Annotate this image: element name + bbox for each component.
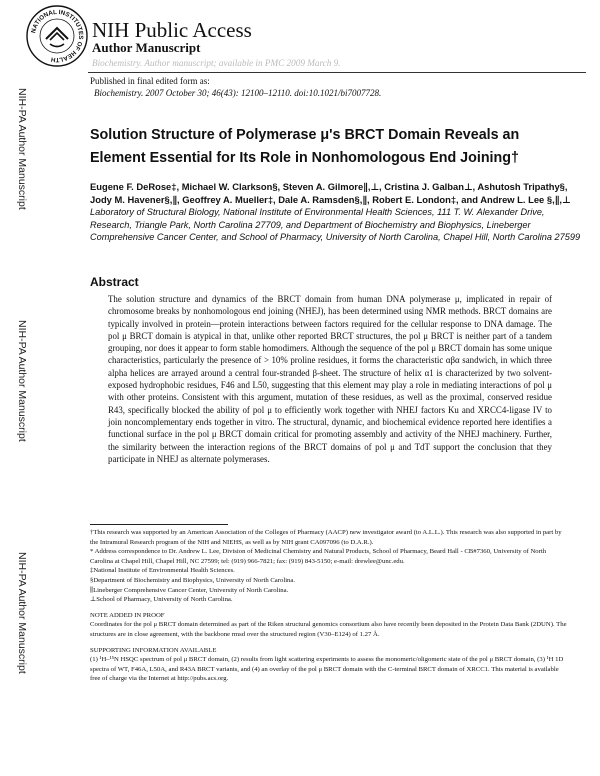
author-list: Eugene F. DeRose‡, Michael W. Clarkson§, Steven A. Gilmore∥,⊥, Cristina J. Galban⊥, Ashutosh Tripathy§, Jody M. Havener§,∥, Geoffrey A. Mueller‡, Dale A. Ramsden§,∥, Robert E. London‡, and Andrew L. Lee §,∥,⊥ (90, 181, 571, 205)
footnote-affiliation: ⊥School of Pharmacy, University of North Carolina. (90, 596, 233, 604)
footnote-affiliation: ∥Lineberger Comprehensive Cancer Center, University of North Carolina. (90, 586, 289, 594)
header-divider (88, 72, 586, 73)
publication-line-1: Published in final edited form as: (90, 76, 210, 86)
nih-seal-logo (26, 5, 88, 67)
seal-lettering: NATIONAL INSTITUTES OF HEALTH (30, 8, 85, 64)
footnotes-section (90, 528, 570, 684)
header-subtitle: Author Manuscript (92, 40, 201, 55)
header-citation: Biochemistry. Author manuscript; available in PMC 2009 March 9. (92, 58, 341, 68)
side-label-top: NIH-PA Author Manuscript (16, 88, 28, 210)
publication-line-2: Biochemistry. 2007 October 30; 46(43): 12100–12110. doi:10.1021/bi7007728. (94, 88, 382, 98)
abstract-heading: Abstract (90, 275, 139, 289)
supporting-info-heading: SUPPORTING INFORMATION AVAILABLE (90, 646, 217, 654)
footnote-affiliation: §Department of Biochemistry and Biophysics, University of North Carolina. (90, 576, 296, 584)
footnote-divider (90, 524, 228, 525)
side-label-middle: NIH-PA Author Manuscript (16, 320, 28, 442)
footnote-affiliation: ‡National Institute of Environmental Health Sciences. (90, 567, 235, 575)
note-added-heading: NOTE ADDED IN PROOF (90, 611, 165, 619)
header-title: NIH Public Access (92, 18, 252, 42)
article-title: Solution Structure of Polymerase μ's BRCT Domain Reveals an Element Essential for Its Role in Nonhomologous End Joining† (90, 127, 520, 166)
side-label-bottom: NIH-PA Author Manuscript (16, 552, 28, 674)
footnote-correspondence: * Address correspondence to Dr. Andrew L. Lee, Division of Medicinal Chemistry and Natural Products, School of Pharmacy, Beard Hall - CB#7360, University of North Carolina at Chapel Hill, Chapel Hill, NC 27599; tel: (919) 966-7821; fax: (919) 843-5150; e-mail: drewlee@unc.edu. (90, 548, 547, 565)
abstract-text: The solution structure and dynamics of the BRCT domain from human DNA polymerase μ, implicated in repair of chromosome breaks by nonhomologous end joining (NHEJ), has been determined using NMR methods. BRCT domains are typically involved in protein—protein interactions between factors required for the cellular response to DNA damage. The pol μ BRCT domain is atypical in that, unlike other reported BRCT structures, the pol μ BRCT is neither part of a tandem grouping, nor does it appear to form stable homodimers. Although the sequence of the pol μ BRCT domain has some unique characteristics, particularly the presence of > 10% proline residues, it forms the characteristic αβα sandwich, in which three alpha helices are arrayed around a central four-stranded β-sheet. The structure of helix α1 is characterized by two solvent-exposed hydrophobic residues, F46 and L50, suggesting that this element may play a role in mediating interactions of pol μ with other proteins. Consistent with this argument, mutation of these residues, as well as the proximal, conserved residue R43, specifically blocked the ability of pol μ to efficiently work together with NHEJ factors Ku and XRCC4-ligase IV to join noncomplementary ends together in vitro. The structural, dynamic, and biochemical evidence reported here identifies a functional surface in the pol μ BRCT domain critical for promoting assembly and activity of the NHEJ machinery. Further, the similarity between the interaction regions of the BRCT domains of pol μ and TdT support the conclusion that they participate in NHEJ as alternate polymerases. (108, 294, 552, 464)
footnote-funding: †This research was supported by an American Association of the Colleges of Pharmacy (AACP) new investigator award (to A.L.L.). This research was also supported in part by the Intramural Research program of the NIH and NIEHS, as well as by NIH grant CA097096 (to D.A.R.). (90, 529, 562, 546)
note-added-text: Coordinates for the pol μ BRCT domain determined as part of the Riken structural genomics consortium also have recently been deposited in the Protein Data Bank (2DUN). The structures are in close agreement, with the backbone rmsd over the structured region (V30–E124) of 1.27 Å. (90, 621, 567, 638)
publication-info (90, 75, 381, 99)
affiliation: Laboratory of Structural Biology, National Institute of Environmental Health Sciences, 111 T. W. Alexander Drive, Research, Triangle Park, North Carolina 27709, and Department of Biochemistry and Biophysics, Lineberger Comprehensive Cancer Center, and School of Pharmacy, University of North Carolina, Chapel Hill, North Carolina 27599 (90, 207, 581, 243)
supporting-info-text: (1) ¹H–¹⁵N HSQC spectrum of pol μ BRCT domain, (2) results from light scattering experiments to assess the monomeric/oligomeric state of the pol μ BRCT domain, (3) ¹H 1D spectra of WT, F46A, L50A, and R43A BRCT variants, and (4) an overlay of the pol μ BRCT domain with the C-terminal BRCT domain of XRCC1. This material is available free of charge via the Internet at http://pubs.acs.org. (90, 656, 564, 683)
